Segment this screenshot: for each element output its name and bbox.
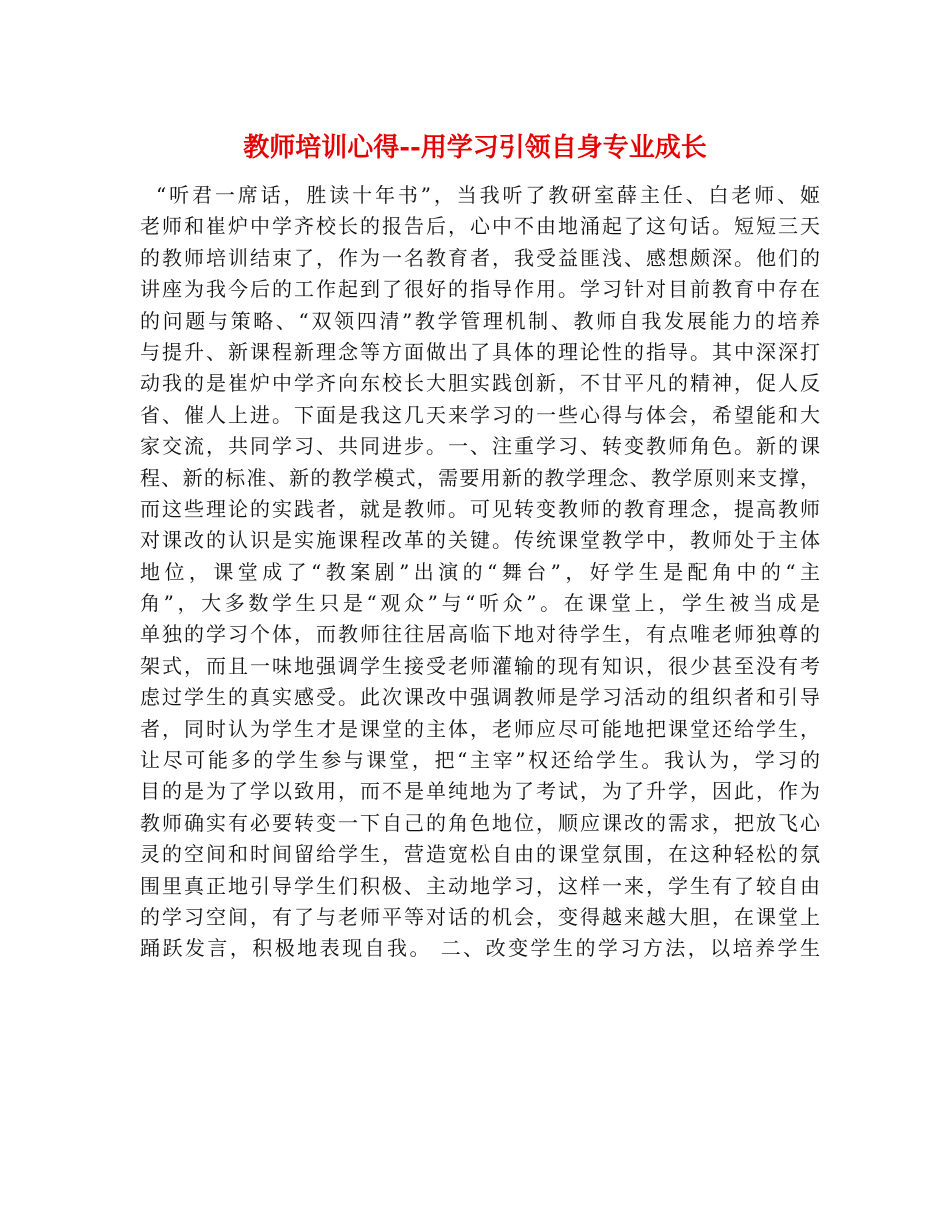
- body-line: 的教师培训结束了，作为一名教育者，我受益匪浅、感想颇深。他们的: [140, 245, 820, 270]
- body-line: 对课改的认识是实施课程改革的关键。传统课堂教学中，教师处于主体: [140, 528, 820, 553]
- body-line: 者，同时认为学生才是课堂的主体，老师应尽可能地把课堂还给学生，: [140, 716, 820, 741]
- body-line: 教师确实有必要转变一下自己的角色地位，顺应课改的需求，把放飞心: [140, 810, 820, 835]
- body-line: 的学习空间，有了与老师平等对话的机会，变得越来越大胆，在课堂上: [140, 904, 820, 929]
- body-line: 家交流，共同学习、共同进步。一、注重学习、转变教师角色。新的课: [140, 434, 820, 459]
- body-line: 让尽可能多的学生参与课堂，把“主宰”权还给学生。我认为，学习的: [140, 748, 820, 773]
- body-line: 动我的是崔炉中学齐向东校长大胆实践创新，不甘平凡的精神，促人反: [140, 371, 820, 396]
- body-line: 围里真正地引导学生们积极、主动地学习，这样一来，学生有了较自由: [140, 873, 820, 898]
- body-line: 与提升、新课程新理念等方面做出了具体的理论性的指导。其中深深打: [140, 339, 820, 364]
- document-body: [140, 180, 820, 965]
- body-line: “听君一席话，胜读十年书”，当我听了教研室薛主任、白老师、姬: [156, 183, 820, 207]
- body-line: 单独的学习个体，而教师往往居高临下地对待学生，有点唯老师独尊的: [140, 622, 820, 647]
- body-line: 角”，大多数学生只是“观众”与“听众”。在课堂上，学生被当成是: [140, 591, 820, 616]
- body-line: 架式，而且一味地强调学生接受老师灌输的现有知识，很少甚至没有考: [140, 653, 820, 678]
- document-title: 教师培训心得--用学习引领自身专业成长: [243, 133, 707, 163]
- body-line: 的问题与策略、“双领四清”教学管理机制、教师自我发展能力的培养: [140, 308, 820, 333]
- body-line: 讲座为我今后的工作起到了很好的指导作用。学习针对目前教育中存在: [140, 277, 820, 302]
- body-line: 地位，课堂成了“教案剧”出演的“舞台”，好学生是配角中的“主: [140, 559, 820, 584]
- body-line: 目的是为了学以致用，而不是单纯地为了考试，为了升学，因此，作为: [140, 779, 820, 804]
- body-line: 而这些理论的实践者，就是教师。可见转变教师的教育理念，提高教师: [140, 496, 820, 521]
- body-line: 程、新的标准、新的教学模式，需要用新的教学理念、教学原则来支撑，: [140, 465, 820, 490]
- body-line: 省、催人上进。下面是我这几天来学习的一些心得与体会，希望能和大: [140, 402, 820, 427]
- body-line: 虑过学生的真实感受。此次课改中强调教师是学习活动的组织者和引导: [140, 685, 820, 710]
- body-line: 老师和崔炉中学齐校长的报告后，心中不由地涌起了这句话。短短三天: [140, 214, 820, 239]
- body-line: 灵的空间和时间留给学生，营造宽松自由的课堂氛围，在这种轻松的氛: [140, 842, 820, 867]
- body-line: 踊跃发言，积极地表现自我。 二、改变学生的学习方法，以培养学生: [140, 936, 820, 961]
